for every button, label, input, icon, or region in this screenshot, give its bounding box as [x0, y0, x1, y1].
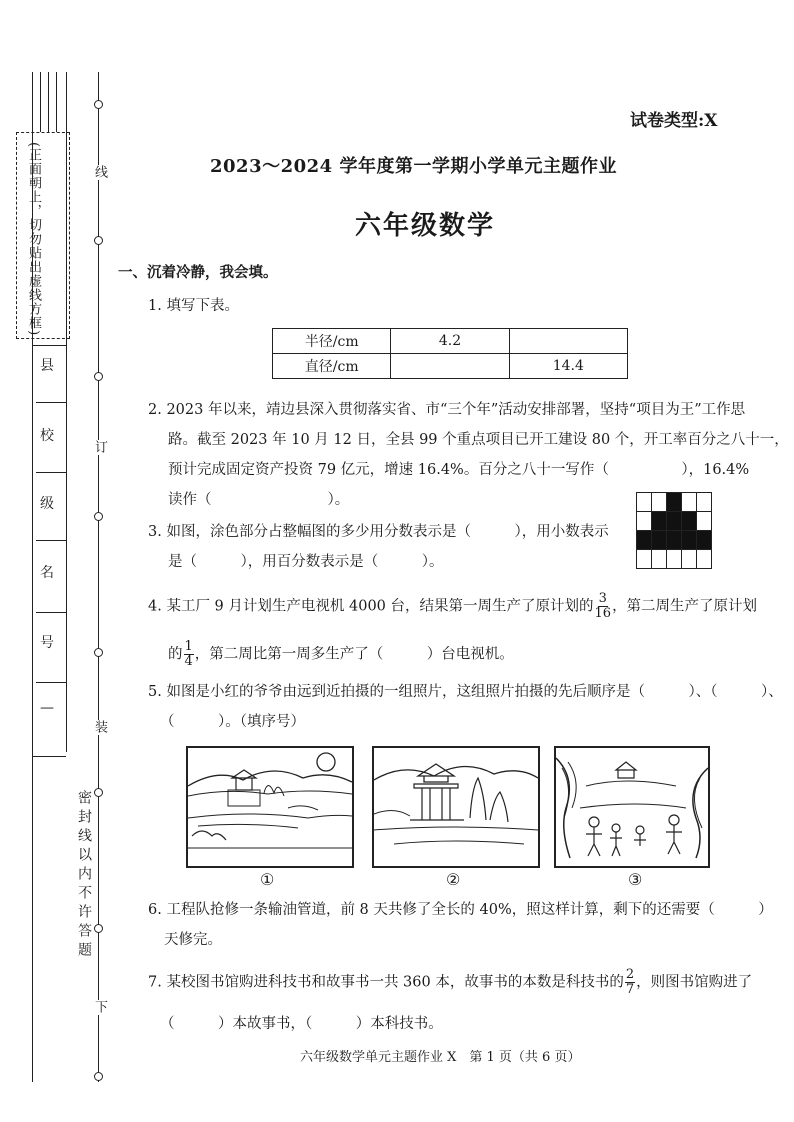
q4-text-a: 4. 某工厂 9 月计划生产电视机 4000 台，结果第一周生产了原计划的 — [148, 598, 594, 615]
frac-numerator: 1 — [184, 639, 193, 654]
seal-text: 密封线以内不许答题 — [76, 790, 92, 961]
field-school: 校 — [40, 428, 54, 444]
q2-line2: 路。截至 2023 年 10 月 12 日，全县 99 个重点项目已开工建设 80 个，开工率百分之八十一， — [168, 432, 789, 448]
table-answer-cell[interactable] — [509, 329, 627, 354]
photo-2 — [372, 746, 540, 868]
photo-label-1: ① — [260, 870, 275, 889]
radius-diameter-table — [272, 328, 628, 379]
q5-line1: 5. 如图是小红的爷爷由远到近拍摄的一组照片，这组照片拍摄的先后顺序是（ ）、（ ）、 — [148, 684, 783, 700]
q2-line4: 读作（ ）。 — [168, 492, 350, 508]
frac-denominator: 16 — [594, 606, 612, 621]
line-word-xian: 线 — [92, 165, 107, 180]
q4-text-d: ，第二周比第一周多生产了（ ）台电视机。 — [194, 646, 514, 663]
field-name: 名 — [40, 565, 54, 581]
page-title: 2023～2024 学年度第一学期小学单元主题作业 — [210, 156, 617, 177]
photo-3 — [554, 746, 710, 868]
q2-line3: 预计完成固定资产投资 79 亿元，增速 16.4%。百分之八十一写作（ ），16.4% — [168, 462, 750, 478]
q2-line1: 2. 2023 年以来，靖边县深入贯彻落实省、市“三个年”活动安排部署，坚持“项目为王”工作思 — [148, 402, 746, 418]
line-word-zhuang: 装 — [92, 720, 107, 735]
photo-1 — [186, 746, 354, 868]
field-class: 级 — [40, 496, 54, 512]
frac-denominator: 4 — [184, 654, 193, 669]
subject-title: 六年级数学 — [355, 211, 496, 241]
notice-text: (正面朝上，切勿贴出虚线方框) — [26, 142, 41, 337]
q6-line2: 天修完。 — [164, 932, 222, 948]
fraction-3-16 — [595, 592, 612, 621]
table-answer-cell[interactable] — [391, 354, 509, 379]
table-cell: 半径/cm — [273, 329, 391, 354]
q6-line1: 6. 工程队抢修一条输油管道，前 8 天共修了全长的 40%，照这样计算，剩下的还需要（ ） — [148, 902, 773, 918]
q7-line1 — [148, 968, 752, 997]
q1-text: 1. 填写下表。 — [148, 298, 239, 314]
section-heading: 一、沉着冷静，我会填。 — [118, 264, 278, 281]
q4-line2 — [168, 640, 514, 669]
field-extra: — — [40, 700, 54, 716]
q3-line1: 3. 如图，涂色部分占整幅图的多少用分数表示是（ ），用小数表示 — [148, 524, 609, 540]
frac-denominator: 7 — [625, 982, 635, 997]
frac-numerator: 3 — [598, 591, 607, 606]
page-footer: 六年级数学单元主题作业 X 第 1 页（共 6 页） — [300, 1050, 581, 1065]
q3-line2: 是（ ），用百分数表示是（ ）。 — [168, 554, 444, 570]
q5-line2: （ ）。（填序号） — [160, 714, 305, 730]
q7-text-a: 7. 某校图书馆购进科技书和故事书一共 360 本，故事书的本数是科技书的 — [148, 974, 624, 991]
q7-text-b: ，则图书馆购进了 — [636, 974, 753, 991]
shaded-grid-figure — [636, 492, 712, 569]
frac-numerator: 2 — [625, 967, 635, 982]
paper-type: 试卷类型:X — [630, 111, 718, 131]
q4-text-b: ，第二周生产了原计划 — [612, 598, 758, 615]
bottom-word: 下 — [92, 1000, 107, 1015]
table-cell: 直径/cm — [273, 354, 391, 379]
field-county: 县 — [40, 358, 54, 374]
line-word-ding: 订 — [92, 440, 107, 455]
q4-text-c: 的 — [168, 646, 183, 663]
field-number: 号 — [40, 635, 54, 651]
q7-line2: （ ）本故事书，（ ）本科技书。 — [160, 1016, 443, 1032]
table-cell: 14.4 — [509, 354, 627, 379]
photo-label-2: ② — [446, 870, 461, 889]
q4-line1 — [148, 592, 757, 621]
table-cell: 4.2 — [391, 329, 509, 354]
fraction-2-7 — [625, 968, 635, 997]
fraction-1-4 — [184, 640, 194, 669]
photo-label-3: ③ — [628, 870, 643, 889]
